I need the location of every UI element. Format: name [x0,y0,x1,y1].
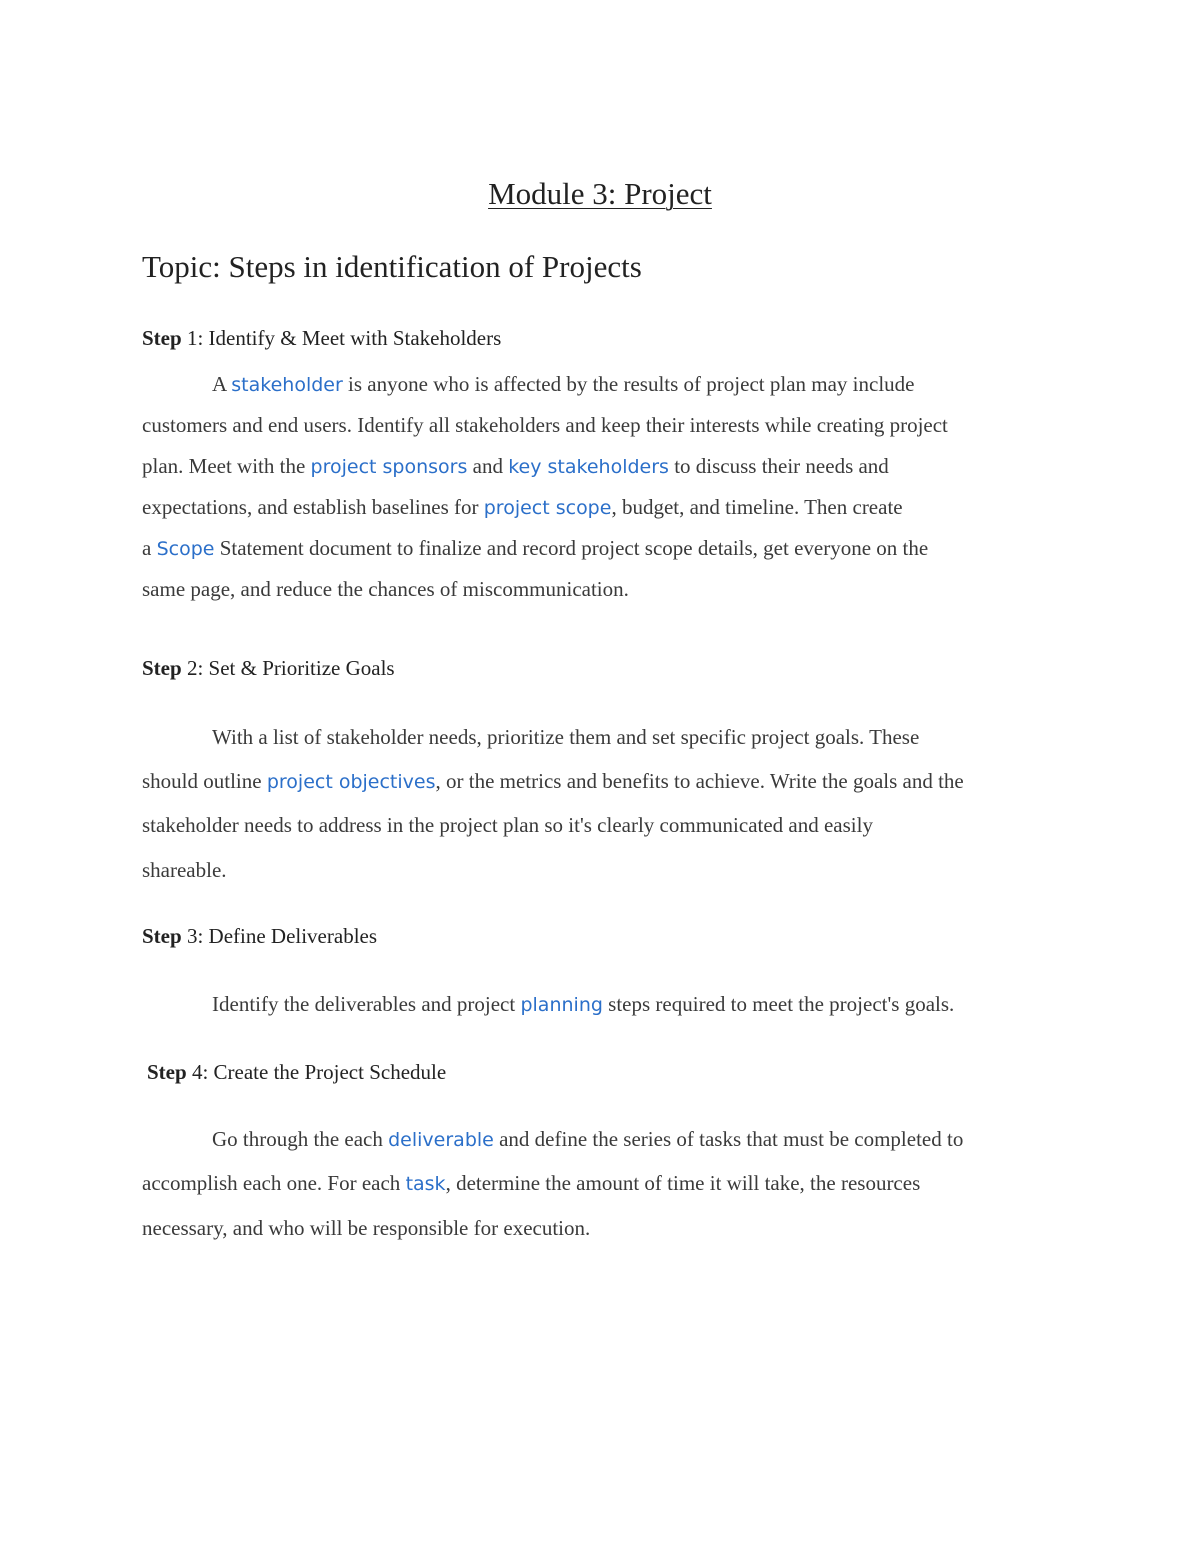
step-2-line-4: shareable. [142,858,227,882]
project-objectives-link[interactable]: project objectives [266,771,436,793]
step-1-line-1 [212,372,914,397]
page-title: Module 3: Project [488,176,712,211]
text-run: to discuss their needs and [668,454,889,478]
text-run: and define the series of tasks that must be completed to [493,1127,964,1151]
text-run: is anyone who is affected by the results of project plan may include [342,372,915,396]
step-1-line-3 [142,454,889,479]
step-1-heading [142,326,501,351]
deliverable-link[interactable]: deliverable [388,1129,494,1151]
text-run: should outline [142,769,267,793]
text-run: , budget, and timeline. Then create [611,495,903,519]
step-4-line-2 [142,1171,920,1196]
text-run: Go through the each [212,1127,389,1151]
text-run: , determine the amount of time it will take, the resources [445,1171,921,1195]
scope-link[interactable]: Scope [156,538,215,560]
step-3-title: 3: Define Deliverables [186,924,378,948]
text-run: Identify the deliverables and project [212,992,521,1016]
planning-link[interactable]: planning [520,994,603,1016]
step-1-line-6: same page, and reduce the chances of miscommunication. [142,577,629,601]
key-stakeholders-link[interactable]: key stakeholders [508,456,669,478]
step-3-label: Step [142,924,187,948]
step-2-title: 2: Set & Prioritize Goals [186,656,395,680]
step-4-label: Step [147,1060,192,1084]
text-run: expectations, and establish baselines for [142,495,484,519]
project-sponsors-link[interactable]: project sponsors [310,456,468,478]
step-3-line-1 [212,992,954,1017]
step-2-line-2 [142,769,964,794]
step-2-line-3: stakeholder needs to address in the project plan so it's clearly communicated and easily [142,813,873,837]
text-run: a [142,536,157,560]
project-scope-link[interactable]: project scope [483,497,612,519]
step-4-title: 4: Create the Project Schedule [191,1060,447,1084]
task-link[interactable]: task [405,1173,446,1195]
text-run: , or the metrics and benefits to achieve. Write the goals and the [435,769,964,793]
step-1-title: 1: Identify & Meet with Stakeholders [186,326,502,350]
step-1-line-5 [142,536,928,561]
step-2-label: Step [142,656,187,680]
step-1-line-4 [142,495,903,520]
step-1-label: Step [142,326,187,350]
step-4-line-1 [212,1127,963,1152]
step-3-heading [142,924,377,949]
step-2-heading [142,656,395,681]
text-run: Statement document to finalize and record project scope details, get everyone on the [214,536,929,560]
text-run: steps required to meet the project's goals. [602,992,955,1016]
stakeholder-link[interactable]: stakeholder [231,374,343,396]
text-run: and [467,454,509,478]
topic-heading: Topic: Steps in identification of Projects [142,249,642,284]
text-run: A [212,372,232,396]
text-run: accomplish each one. For each [142,1171,406,1195]
step-4-line-3: necessary, and who will be responsible for execution. [142,1216,591,1240]
step-2-line-1: With a list of stakeholder needs, prioritize them and set specific project goals. These [212,725,920,749]
text-run: plan. Meet with the [142,454,311,478]
step-1-line-2: customers and end users. Identify all stakeholders and keep their interests while creating project [142,413,948,437]
step-4-heading [147,1060,446,1085]
